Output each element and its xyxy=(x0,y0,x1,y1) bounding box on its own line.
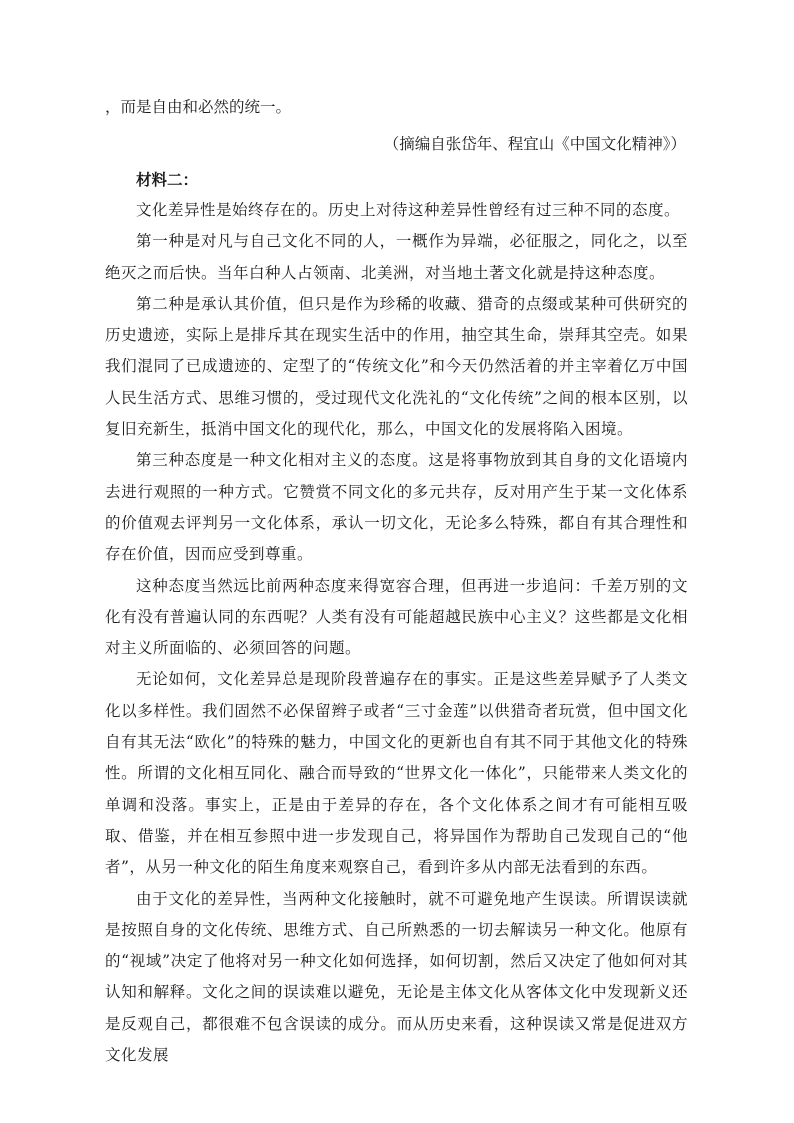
source-citation: （摘编自张岱年、程宜山《中国文化精神》） xyxy=(383,135,686,153)
paragraph: 由于文化的差异性，当两种文化接触时，就不可避免地产生误读。所谓误读就是按照自身的文化传统、思维方式、自己所熟悉的一切去解读另一种文化。他原有的“视域”决定了他将对另一种文化如何选择，如何切割，然后又决定了他如何对其认知和解释。文化之间的误读难以避免，无论是主体文化从客体文化中发现新义还是反观自己，都很难不包含误读的成分。而从历史来看，这种误读又常是促进双方文化发展 xyxy=(105,889,688,1065)
paragraph: 文化差异性是始终存在的。历史上对待这种差异性曾经有过三种不同的态度。 xyxy=(136,201,681,219)
paragraph: 这种态度当然远比前两种态度来得宽容合理，但再进一步追问：千差万别的文化有没有普遍认同的东西呢？人类有没有可能超越民族中心主义？这些都是文化相对主义所面临的、必须回答的问题。 xyxy=(105,576,688,658)
paragraph: 第三种态度是一种文化相对主义的态度。这是将事物放到其自身的文化语境内去进行观照的一种方式。它赞赏不同文化的多元共存，反对用产生于某一文化体系的价值观去评判另一文化体系，承认一切文化，无论多么特殊，都自有其合理性和存在价值，因而应受到尊重。 xyxy=(105,451,688,564)
continuation-line: ，而是自由和必然的统一。 xyxy=(105,98,292,116)
paragraph: 第二种是承认其价值，但只是作为珍稀的收藏、猎奇的点缀或某种可供研究的历史遗迹，实际上是排斥其在现实生活中的作用，抽空其生命，崇拜其空壳。如果我们混同了已成遗迹的、定型了的“传统文化”和今天仍然活着的并主宰着亿万中国人民生活方式、思维习惯的，受过现代文化洗礼的“文化传统”之间的根本区别，以复旧充新生，抵消中国文化的现代化，那么，中国文化的发展将陷入困境。 xyxy=(105,294,688,439)
paragraph: 第一种是对凡与自己文化不同的人，一概作为异端，必征服之，同化之，以至绝灭之而后快。当年白种人占领南、北美洲，对当地土著文化就是持这种态度。 xyxy=(105,232,688,282)
document-body xyxy=(105,92,688,1071)
paragraph: 无论如何，文化差异总是现阶段普遍存在的事实。正是这些差异赋予了人类文化以多样性。我们固然不必保留辫子或者“三寸金莲”以供猎奇者玩赏，但中国文化自有其无法“欧化”的特殊的魅力，中国文化的更新也自有其不同于其他文化的特殊性。所谓的文化相互同化、融合而导致的“世界文化一体化”，只能带来人类文化的单调和没落。事实上，正是由于差异的存在，各个文化体系之间才有可能相互吸取、借鉴，并在相互参照中进一步发现自己，将异国作为帮助自己发现自己的“他者”，从另一种文化的陌生角度来观察自己，看到许多从内部无法看到的东西。 xyxy=(105,670,688,877)
section-heading: 材料二： xyxy=(136,170,199,189)
